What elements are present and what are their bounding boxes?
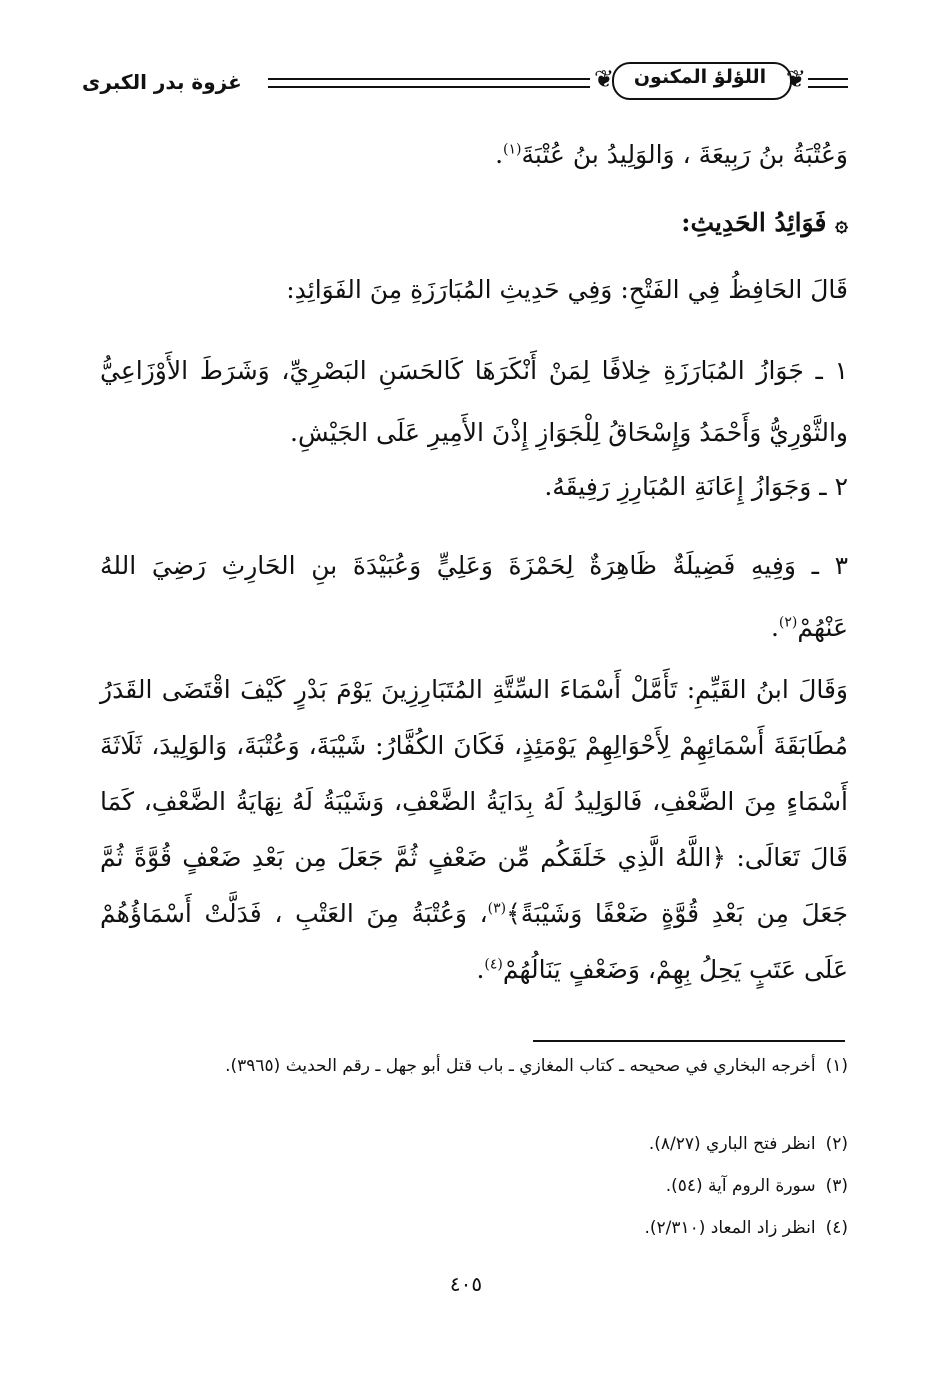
footnote-ref: (٢) bbox=[778, 614, 798, 631]
footnote-text: انظر فتح الباري (٨/٢٧). bbox=[648, 1134, 816, 1154]
list-item-text: ٣ ـ وَفِيهِ فَضِيلَةٌ ظَاهِرَةٌ لِحَمْزَةَ وَعَلِيٍّ وَعُبَيْدَةَ بنِ الحَارِثِ رَضِيَ اللهُ عَنْهُمْ bbox=[100, 551, 848, 642]
footnote-text: انظر زاد المعاد (٢/٣١٠). bbox=[644, 1218, 816, 1238]
footnote-text: أخرجه البخاري في صحيحه ـ كتاب المغازي ـ باب قتل أبو جهل ـ رقم الحديث (٣٩٦٥). bbox=[225, 1056, 816, 1076]
chapter-title: غزوة بدر الكبرى bbox=[82, 70, 242, 94]
footnote-ref: (٣) bbox=[487, 900, 507, 917]
ibn-qayyim-paragraph bbox=[100, 662, 848, 998]
footnote-number: (٣) bbox=[825, 1176, 848, 1196]
paragraph-text: وَقَالَ ابنُ القَيِّمِ: تَأَمَّلْ أَسْمَاءَ السِّتَّةِ المُتَبَارِزِينَ يَوْمَ بَدْرٍ كَيْفَ اقْتَضَى القَدَرُ مُطَابَقَةَ أَسْمَائِهِمْ لِأَحْوَالِهِمْ يَوْمَئِذٍ، فَكَانَ الكُفَّارُ: شَيْبَةَ، وَعُتْبَةَ، وَالوَلِيدَ، ثَلَاثَةَ أَسْمَاءٍ مِنَ الضَّعْفِ، فَالوَلِيدُ لَهُ بِدَايَةُ الضَّعْفِ، وَشَيْبَةُ لَهُ نِهَايَةُ الضَّعْفِ، كَمَا قَالَ تَعَالَى: ﴿اللَّهُ الَّذِي خَلَقَكُم مِّن ضَعْفٍ ثُمَّ جَعَلَ مِن بَعْدِ ضَعْفٍ قُوَّةً ثُمَّ جَعَلَ مِن بَعْدِ قُوَّةٍ ضَعْفًا وَشَيْبَةً﴾ bbox=[100, 675, 848, 928]
list-item-2: ٢ ـ وَجَوَازُ إِعَانَةِ المُبَارِزِ رَفِيقَهُ. bbox=[544, 472, 848, 501]
header-rule-right bbox=[808, 78, 848, 88]
footnote-text: سورة الروم آية (٥٤). bbox=[665, 1176, 816, 1196]
header-rule-left bbox=[268, 78, 590, 88]
bullet-ornament-icon: ۞ bbox=[835, 211, 848, 237]
paragraph-continuation bbox=[100, 140, 848, 170]
footnote-number: (١) bbox=[825, 1056, 848, 1076]
paragraph-text: ، وَعُتْبَةُ مِنَ العَتْبِ ، فَدَلَّتْ أَسْمَاؤُهُمْ عَلَى عَتَبٍ يَحِلُ بِهِمْ، وَضَعْفٍ يَنَالُهُمْ bbox=[100, 899, 848, 984]
footnote-1 bbox=[100, 1052, 848, 1080]
list-item-end: . bbox=[770, 613, 779, 642]
footnote-number: (٤) bbox=[825, 1218, 848, 1238]
floral-ornament-icon: ❦ bbox=[594, 65, 615, 93]
footnote-2 bbox=[100, 1130, 848, 1158]
paragraph-end: . bbox=[476, 955, 485, 984]
footnote-ref: (١) bbox=[503, 141, 522, 158]
footnote-3 bbox=[100, 1172, 848, 1200]
footnote-4 bbox=[100, 1214, 848, 1242]
paragraph-text: وَعُتْبَةُ بنُ رَبِيعَةَ ، وَالوَلِيدُ بنُ عُتْبَةَ bbox=[521, 140, 848, 169]
list-item-3 bbox=[100, 535, 848, 659]
running-header bbox=[82, 56, 848, 116]
footnote-separator bbox=[533, 1040, 845, 1042]
paragraph-end: . bbox=[495, 140, 504, 169]
intro-paragraph: قَالَ الحَافِظُ فِي الفَتْحِ: وَفِي حَدِيثِ المُبَارَزَةِ مِنَ الفَوَائِدِ: bbox=[286, 275, 848, 304]
section-heading bbox=[100, 208, 848, 239]
floral-ornament-icon: ❦ bbox=[785, 65, 806, 93]
heading-text: فَوَائِدُ الحَدِيثِ: bbox=[681, 208, 827, 237]
list-item-1: ١ ـ جَوَازُ المُبَارَزَةِ خِلافًا لِمَنْ أَنْكَرَهَا كَالحَسَنِ البَصْرِيِّ، وَشَرَطَ الأَوْزَاعِيُّ والثَّوْرِيُّ وَأَحْمَدُ وَإِسْحَاقُ لِلْجَوَازِ إِذْنَ الأَمِيرِ عَلَى الجَيْشِ. bbox=[100, 356, 848, 447]
footnote-number: (٢) bbox=[825, 1134, 848, 1154]
book-title: اللؤلؤ المكنون bbox=[633, 66, 767, 88]
footnote-ref: (٤) bbox=[484, 956, 503, 973]
page-number: ٤٠٥ bbox=[449, 1272, 483, 1296]
book-title-cartouche bbox=[594, 56, 806, 102]
